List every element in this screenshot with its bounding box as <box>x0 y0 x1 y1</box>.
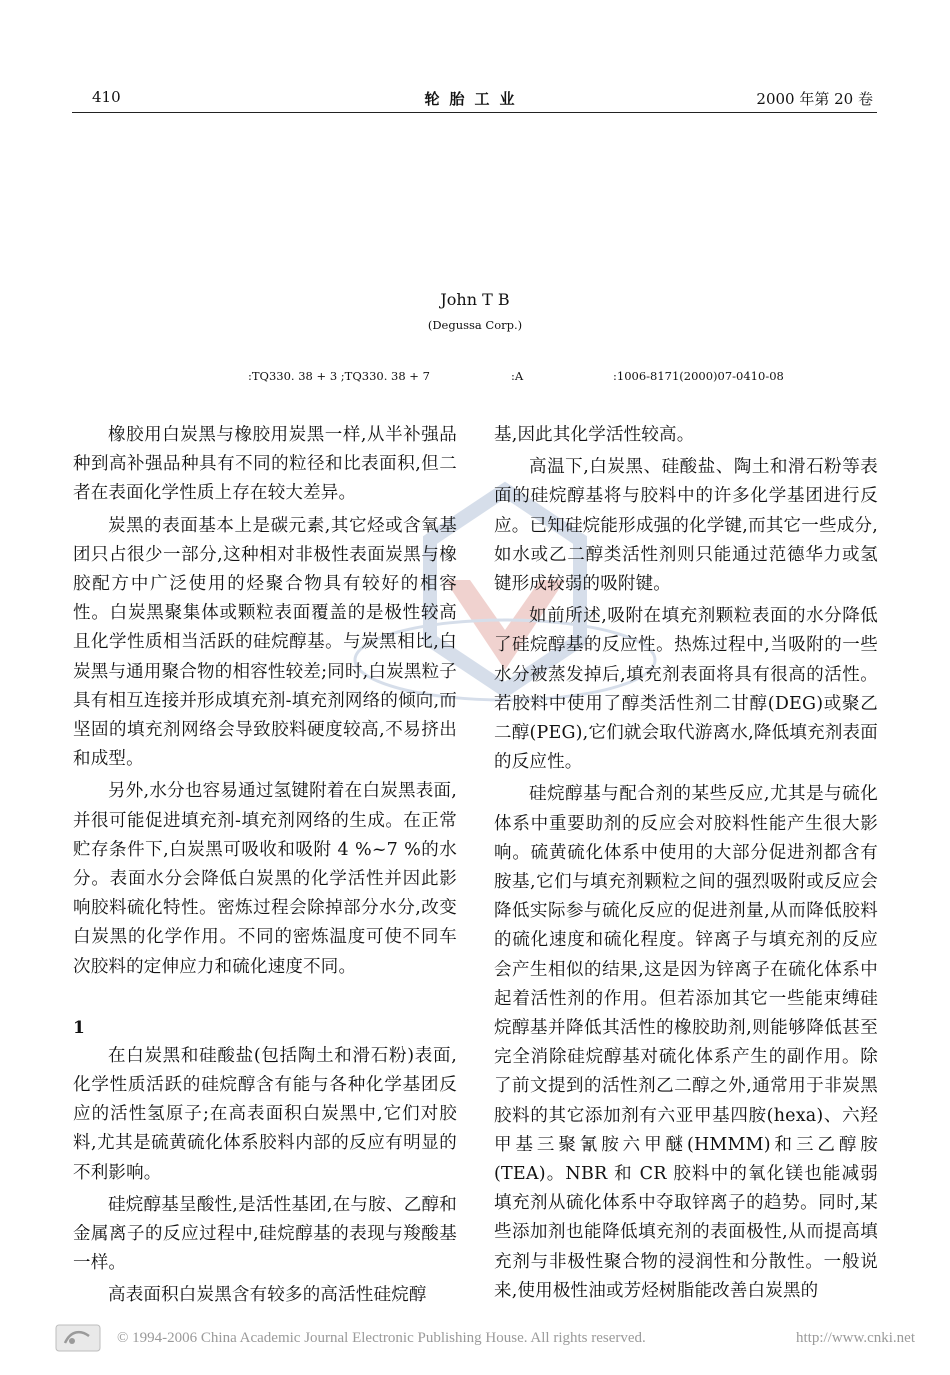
article-id: :1006-8171(2000)07-0410-08 <box>613 369 784 383</box>
right-column <box>494 421 878 1306</box>
footer-link[interactable]: http://www.cnki.net <box>795 1330 915 1346</box>
page-header <box>72 86 877 113</box>
left-column <box>73 421 457 1311</box>
paragraph: 硅烷醇基呈酸性,是活性基团,在与胺、乙醇和金属离子的反应过程中,硅烷醇基的表现与羧酸基一样。 <box>73 1194 457 1274</box>
section-number: 1 <box>73 1017 85 1038</box>
document-code: :A <box>511 369 524 383</box>
classification-number: :TQ330. 38 + 3 ;TQ330. 38 + 7 <box>248 369 430 383</box>
paragraph: 橡胶用白炭黑与橡胶用炭黑一样,从半补强品种到高补强品种具有不同的粒径和比表面积,但二者在表面化学性质上存在较大差异。 <box>73 425 457 504</box>
paragraph: 另外,水分也容易通过氢键附着在白炭黑表面,并很可能促进填充剂-填充剂网络的生成。在正常贮存条件下,白炭黑可吸收和吸附 4 %~7 %的水分。表面水分会降低白炭黑的化学活性并因此影响胶料硫化特性。密炼过程会除掉部分水分,改变白炭黑的化学作用。不同的密炼温度可使不同车次胶料的定伸应力和硫化速度不同。 <box>73 781 457 977</box>
page-footer <box>55 1324 915 1356</box>
paragraph: 如前所述,吸附在填充剂颗粒表面的水分降低了硅烷醇基的反应性。热炼过程中,当吸附的一些水分被蒸发掉后,填充剂表面将具有很高的活性。若胶料中使用了醇类活性剂二甘醇(DEG)或聚乙二醇(PEG),它们就会取代游离水,降低填充剂表面的反应性。 <box>494 606 878 773</box>
page-number: 410 <box>92 88 121 106</box>
cnki-logo-icon <box>55 1324 101 1352</box>
paragraph: 硅烷醇基与配合剂的某些反应,尤其是与硫化体系中重要助剂的反应会对胶料性能产生很大影响。硫黄硫化体系中使用的大部分促进剂都含有胺基,它们与填充剂颗粒之间的强烈吸附或反应会降低实际参与硫化反应的促进剂量,从而降低胶料的硫化速度和硫化程度。锌离子与填充剂的反应会产生相似的结果,这是因为锌离子在硫化体系中起着活性剂的作用。但若添加其它一些能束缚硅烷醇基并降低其活性的橡胶助剂,则能够降低甚至完全消除硅烷醇基对硫化体系产生的副作用。除了前文提到的活性剂乙二醇之外,通常用于非炭黑胶料的其它添加剂有六亚甲基四胺(hexa)、六羟甲基三聚氰胺六甲醚(HMMM)和三乙醇胺(TEA)。NBR 和 CR 胶料中的氧化镁也能减弱填充剂从硫化体系中夺取锌离子的趋势。同时,某些添加剂也能降低填充剂的表面极性,从而提高填充剂与非极性聚合物的浸润性和分散性。一般说来,使用极性油或芳烃树脂能改善白炭黑的 <box>494 784 878 1301</box>
paragraph: 在白炭黑和硅酸盐(包括陶土和滑石粉)表面,化学性质活跃的硅烷醇含有能与各种化学基团反应的活性氢原子;在高表面积白炭黑中,它们对胶料,尤其是硫黄硫化体系胶料内部的反应有明显的不利影响。 <box>73 1045 457 1183</box>
journal-title: 轮胎工业 <box>424 90 525 108</box>
paragraph: 高表面积白炭黑含有较多的高活性硅烷醇 <box>108 1285 427 1306</box>
copyright-text: © 1994-2006 China Academic Journal Electronic Publishing House. All rights reserved. <box>117 1330 646 1346</box>
issue-info: 2000 年第 20 卷 <box>756 90 873 108</box>
paragraph: 炭黑的表面基本上是碳元素,其它烃或含氧基团只占很少一部分,这种相对非极性表面炭黑与橡胶配方中广泛使用的烃聚合物具有较好的相容性。白炭黑聚集体或颗粒表面覆盖的是极性较高且化学性质相当活跃的硅烷醇基。与炭黑相比,白炭黑与通用聚合物的相容性较差;同时,白炭黑粒子具有相互连接并形成填充剂-填充剂网络的倾向,而坚固的填充剂网络会导致胶料硬度较高,不易挤出和成型。 <box>73 515 457 770</box>
paragraph: 基,因此其化学活性较高。 <box>494 425 695 445</box>
author-name: John T B <box>440 290 510 309</box>
author-affiliation: (Degussa Corp.) <box>427 318 523 332</box>
paragraph: 高温下,白炭黑、硅酸盐、陶土和滑石粉等表面的硅烷醇基将与胶料中的许多化学基团进行反应。已知硅烷能形成强的化学键,而其它一些成分,如水或乙二醇类活性剂则只能通过范德华力或氢键形成较弱的吸附键。 <box>494 457 878 595</box>
